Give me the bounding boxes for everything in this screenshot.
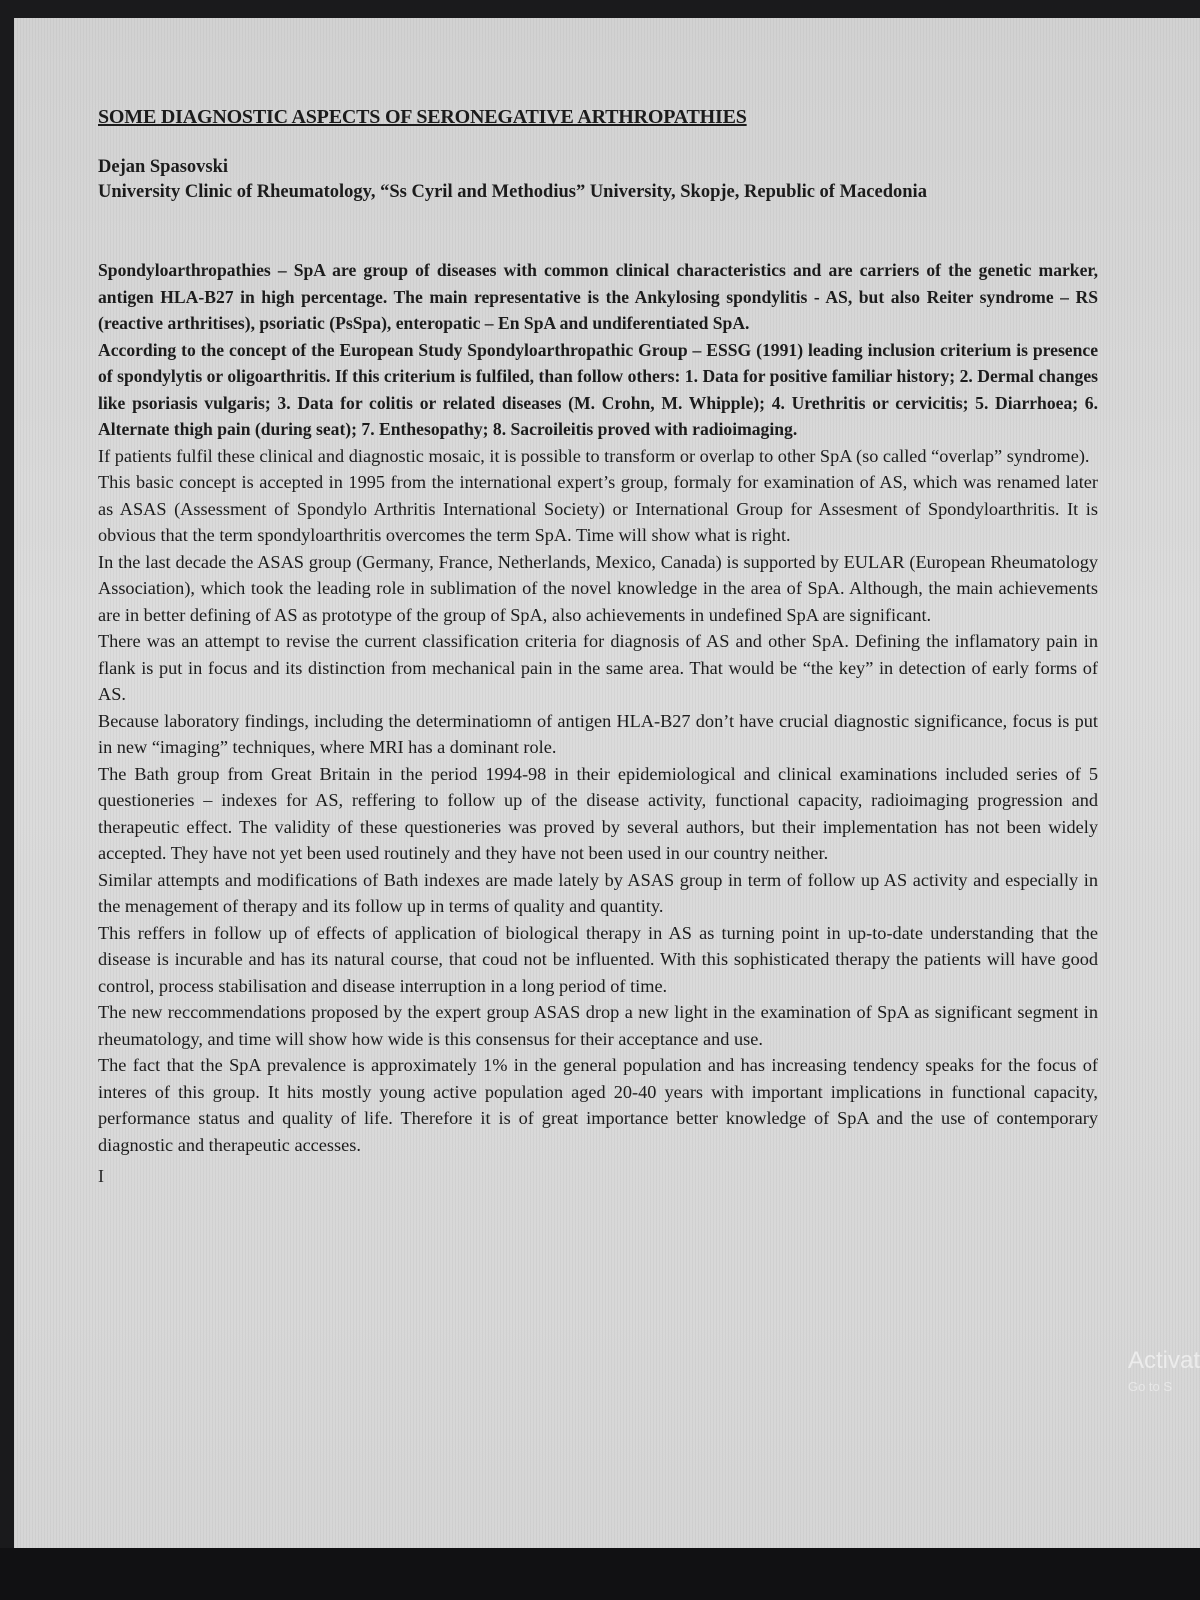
watermark-title: Activat	[1127, 1347, 1200, 1374]
document-page	[98, 106, 1098, 1187]
paragraph-biological-therapy: This reffers in follow up of effects of application of biological therapy in AS as turning point in up-to-date understanding that the disease is incurable and has its natural course, that coud not be influented. With this sophisticated therapy the patients will have good control, process stabilisation and disease interruption in a long period of time.	[98, 922, 1098, 996]
document-title: SOME DIAGNOSTIC ASPECTS OF SERONEGATIVE ARTHROPATHIES	[98, 106, 747, 128]
paragraph-essg-criteria: According to the concept of the European Study Spondyloarthropathic Group – ESSG (1991) leading inclusion criterium is presence of spondylytis or oligoarthritis. If this criterium is fulfiled, than follow others: 1. Data for positive familiar history; 2. Dermal changes like psoriasis vulgaris; 3. Data for colitis or related diseases (M. Crohn, M. Whipple); 4. Urethritis or cervicitis; 5. Diarrhoea; 6. Alternate thigh pain (during seat); 7. Enthesopathy; 8. Sacroileitis proved with radioimaging.	[98, 339, 1098, 439]
paragraph-overlap: If patients fulfil these clinical and diagnostic mosaic, it is possible to transform or overlap to other SpA (so called “overlap” syndrome).	[98, 445, 1090, 466]
document-viewport[interactable]	[14, 18, 1200, 1548]
activation-watermark	[1128, 1348, 1200, 1400]
paragraph-asas-concept: This basic concept is accepted in 1995 from the international expert’s group, formaly for examination of AS, which was renamed later as ASAS (Assessment of Spondylo Arthritis International Society) or International Group for Assesment of Spondyloarthritis. It is obvious that the term spondyloarthritis overcomes the term SpA. Time will show what is right.	[98, 472, 1098, 545]
paragraph-recommendations: The new reccommendations proposed by the expert group ASAS drop a new light in the examination of SpA as significant segment in rheumatology, and time will show how wide is this consensus for their acceptance and use.	[98, 1002, 1098, 1049]
watermark-subtitle: Go to S	[1127, 1379, 1173, 1394]
monitor-bezel-bottom	[0, 1548, 1200, 1600]
paragraph-eular: In the last decade the ASAS group (Germany, France, Netherlands, Mexico, Canada) is supported by EULAR (European Rheumatology Association), which took the leading role in sublimation of the novel knowledge in the area of SpA. Although, the main achievements are in better defining of AS as prototype of the group of SpA, also achievements in undefined SpA are significant.	[98, 551, 1098, 625]
paragraph-classification: There was an attempt to revise the current classification criteria for diagnosis of AS and other SpA. Defining the inflamatory pain in flank is put in focus and its distinction from mechanical pain in the same area. That would be “the key” in detection of early forms of AS.	[98, 631, 1098, 704]
author-name: Dejan Spasovski	[98, 157, 229, 177]
paragraph-imaging: Because laboratory findings, including the determinatiomn of antigen HLA-B27 don’t have crucial diagnostic significance, focus is put in new “imaging” techniques, where MRI has a dominant role.	[98, 710, 1098, 757]
paragraph-intro: Spondyloarthropathies – SpA are group of diseases with common clinical characteristics and are carriers of the genetic marker, antigen HLA-B27 in high percentage. The main representative is the Ankylosing spondylitis - AS, but also Reiter syndrome – RS (reactive arthritises), psoriatic (PsSpa), enteropatic – En SpA and undiferentiated SpA.	[98, 260, 1098, 333]
paragraph-bath-modifications: Similar attempts and modifications of Bath indexes are made lately by ASAS group in term of follow up AS activity and especially in the menagement of therapy and its follow up in terms of quality and quantity.	[98, 869, 1098, 916]
paragraph-bath-group: The Bath group from Great Britain in the period 1994-98 in their epidemiological and clinical examinations included series of 5 questioneries – indexes for AS, reffering to follow up of the disease activity, functional capacity, radioimaging progression and therapeutic effect. The validity of these questioneries was proved by several authors, but their implementation has not been widely accepted. They have not yet been used routinely and they have not been used in our country neither.	[98, 763, 1098, 863]
cutoff-line: I	[98, 1166, 104, 1186]
paragraph-prevalence: The fact that the SpA prevalence is approximately 1% in the general population and has increasing tendency speaks for the focus of interes of this group. It hits mostly young active population aged 20-40 years with important implications in functional capacity, performance status and quality of life. Therefore it is of great importance better knowledge of SpA and the use of contemporary diagnostic and therapeutic accesses.	[98, 1055, 1098, 1155]
author-affiliation: University Clinic of Rheumatology, “Ss Cyril and Methodius” University, Skopje, Republic of Macedonia	[98, 182, 927, 202]
